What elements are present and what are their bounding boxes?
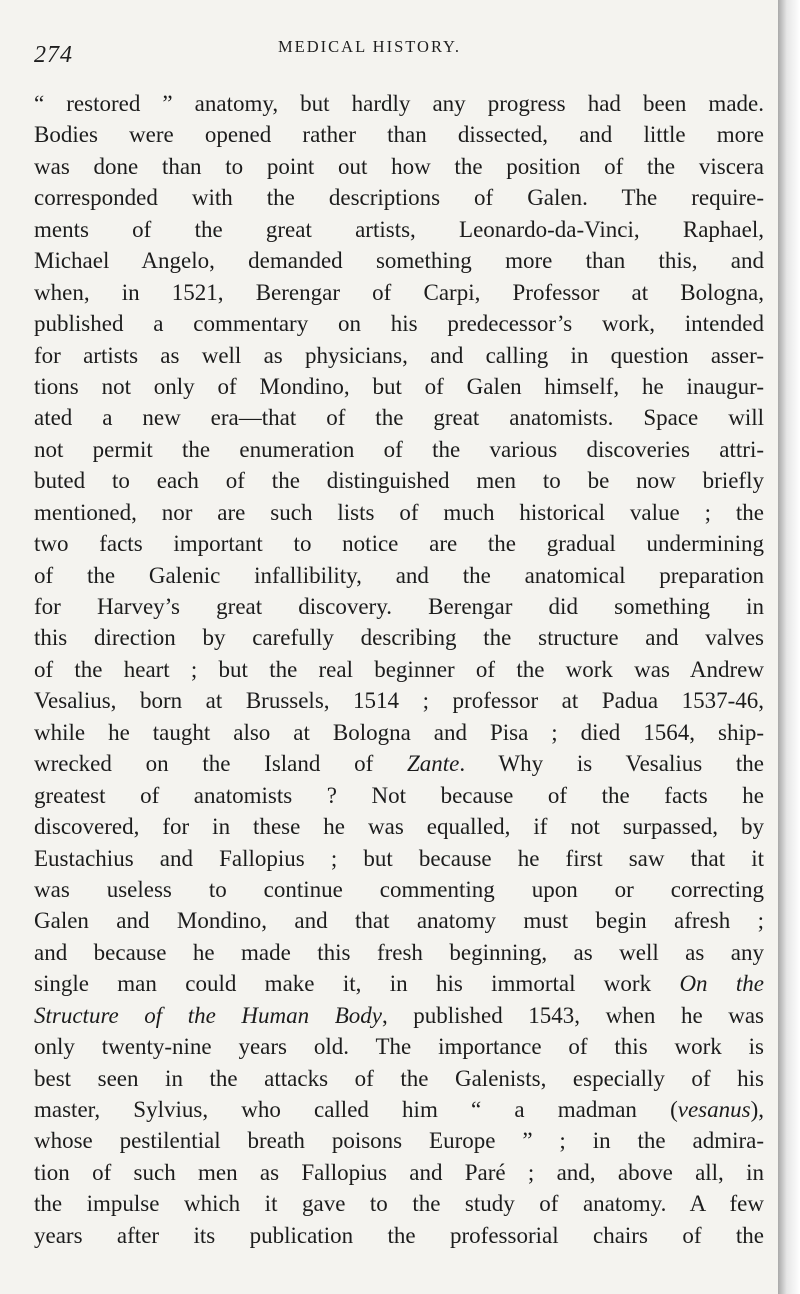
text-segment: . Why is Vesalius the [459, 751, 764, 777]
text-segment: master, Sylvius, who called him “ a madman ( [34, 1097, 678, 1122]
text-line: and because he made this fresh beginning, as well as any [34, 939, 764, 965]
text-line: of the heart ; but the real beginner of the work was Andrew [34, 656, 764, 682]
text-line: whose pestilential breath poisons Europe ” ; in the admira- [34, 1128, 764, 1154]
italic-text: Structure of the Human Body [34, 1002, 382, 1028]
text-line: Michael Angelo, demanded something more than this, and [34, 248, 764, 274]
text-line: corresponded with the descriptions of Galen. The require- [34, 185, 764, 211]
page-header [34, 34, 764, 68]
text-line: Eustachius and Fallopius ; but because he first saw that it [34, 845, 764, 871]
text-line: years after its publication the professorial chairs of the [34, 1222, 764, 1248]
text-line: best seen in the attacks of the Galenists, especially of his [34, 1065, 764, 1091]
page-edge [778, 0, 800, 1294]
italic-text: On the [679, 971, 764, 997]
text-segment: ), [750, 1097, 764, 1122]
body-text [34, 88, 764, 1251]
text-segment: single man could make it, in his immortal work [34, 971, 680, 997]
text-line: greatest of anatomists ? Not because of the facts he [34, 782, 764, 808]
text-line [34, 1000, 764, 1031]
text-line: Bodies were opened rather than dissected, and little more [34, 122, 764, 148]
text-line: Galen and Mondino, and that anatomy must begin afresh ; [34, 908, 764, 934]
italic-text: vesanus [677, 1097, 751, 1122]
text-line: tion of such men as Fallopius and Paré ; and, above all, in [34, 1159, 764, 1185]
text-line: buted to each of the distinguished men to be now briefly [34, 468, 764, 494]
text-line: when, in 1521, Berengar of Carpi, Professor at Bologna, [34, 279, 764, 305]
text-line: published a commentary on his predecessor’s work, intended [34, 311, 764, 337]
text-line [34, 1094, 764, 1125]
running-head: MEDICAL HISTORY. [278, 37, 461, 56]
text-line: mentioned, nor are such lists of much historical value ; the [34, 499, 764, 525]
italic-text: Zante [406, 751, 460, 777]
text-line: this direction by carefully describing the structure and valves [34, 625, 764, 651]
text-line: discovered, for in these he was equalled, if not surpassed, by [34, 814, 764, 840]
text-line: was done than to point out how the position of the viscera [34, 153, 764, 179]
text-line: of the Galenic infallibility, and the anatomical preparation [34, 562, 764, 588]
text-segment: wrecked on the Island of [34, 751, 407, 777]
text-line: Vesalius, born at Brussels, 1514 ; professor at Padua 1537-46, [34, 688, 764, 714]
text-line: for artists as well as physicians, and calling in question asser- [34, 342, 764, 368]
text-line [34, 968, 764, 999]
text-line: for Harvey’s great discovery. Berengar did something in [34, 594, 764, 619]
text-segment: , published 1543, when he was [381, 1002, 764, 1028]
text-line: was useless to continue commenting upon or correcting [34, 876, 764, 902]
text-line: tions not only of Mondino, but of Galen himself, he inaugur- [34, 373, 764, 399]
text-line: “ restored ” anatomy, but hardly any progress had been made. [34, 91, 764, 116]
text-line: ated a new era—that of the great anatomists. Space will [34, 405, 764, 431]
text-line: the impulse which it gave to the study of anatomy. A few [34, 1191, 764, 1217]
text-line: only twenty-nine years old. The importance of this work is [34, 1034, 764, 1060]
text-line: two facts important to notice are the gradual undermining [34, 531, 764, 557]
text-line [34, 748, 764, 779]
page-number: 274 [34, 42, 73, 68]
text-line: not permit the enumeration of the various discoveries attri- [34, 436, 764, 462]
text-line: while he taught also at Bologna and Pisa ; died 1564, ship- [34, 719, 764, 745]
text-line: ments of the great artists, Leonardo-da-Vinci, Raphael, [34, 216, 764, 242]
